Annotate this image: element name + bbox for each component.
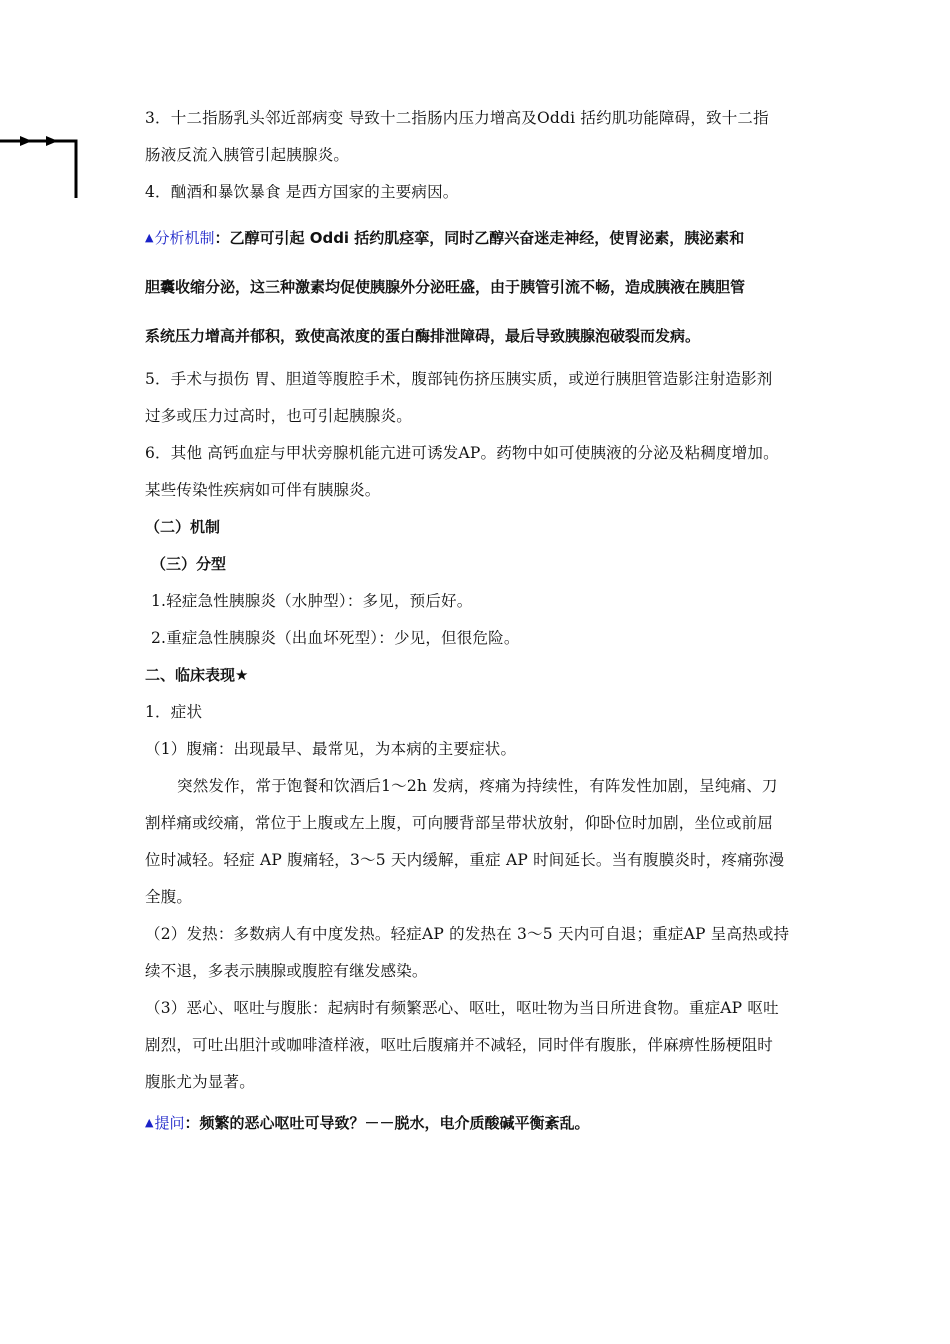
margin-arrow-mark xyxy=(0,130,80,200)
type-1-item: 1.轻症急性胰腺炎（水肿型）：多见，预后好。 xyxy=(151,592,473,610)
pain-line-2: 割样痛或绞痛，常位于上腹或左上腹，可向腰背部呈带状放射，仰卧位时加剧，坐位或前屈 xyxy=(145,814,774,832)
type-2-item: 2.重症急性胰腺炎（出血坏死型）：少见，但很危险。 xyxy=(151,629,520,647)
pain-line-3: 位时减轻。轻症 AP 腹痛轻，3～5 天内缓解，重症 AP 时间延长。当有腹膜炎时，疼痛弥漫 xyxy=(145,851,785,869)
section-mechanism-heading: （二）机制 xyxy=(145,518,221,536)
mechanism-text-1: ：乙醇可引起 Oddi 括约肌痉挛，同时乙醇兴奋迷走神经，使胃泌素，胰泌素和 xyxy=(214,229,745,247)
mechanism-line-1 xyxy=(145,213,815,263)
mechanism-label: 分析机制 xyxy=(154,229,215,247)
pain-title: （1）腹痛：出现最早、最常见，为本病的主要症状。 xyxy=(145,740,517,758)
section-types-heading: （三）分型 xyxy=(151,555,227,573)
nausea-line-3: 腹胀尤为显著。 xyxy=(145,1073,255,1091)
cause-3-line-2: 肠液反流入胰管引起胰腺炎。 xyxy=(145,146,350,164)
question-line xyxy=(145,1103,815,1143)
mechanism-line-3: 系统压力增高并郁积，致使高浓度的蛋白酶排泄障碍，最后导致胰腺泡破裂而发病。 xyxy=(145,327,701,345)
triangle-marker-icon: ▲ xyxy=(145,231,154,244)
pain-line-4: 全腹。 xyxy=(145,888,193,906)
pain-line-1: 突然发作，常于饱餐和饮酒后1～2h 发病，疼痛为持续性，有阵发性加剧，呈纯痛、刀 xyxy=(177,777,778,795)
triangle-marker-icon: ▲ xyxy=(145,1116,154,1129)
question-label: 提问 xyxy=(154,1114,185,1132)
fever-line-1: （2）发热：多数病人有中度发热。轻症AP 的发热在 3～5 天内可自退；重症AP 呈高热或持 xyxy=(145,925,790,943)
document-body xyxy=(145,100,815,1143)
cause-3-line-1: 3．十二指肠乳头邻近部病变 导致十二指肠内压力增高及Oddi 括约肌功能障碍，致十二指 xyxy=(145,109,769,127)
cause-5-line-2: 过多或压力过高时，也可引起胰腺炎。 xyxy=(145,407,412,425)
nausea-line-2: 剧烈，可吐出胆汁或咖啡渣样液，呕吐后腹痛并不减轻，同时伴有腹胀，伴麻痹性肠梗阻时 xyxy=(145,1036,774,1054)
cause-6-line-1: 6．其他 高钙血症与甲状旁腺机能亢进可诱发AP。药物中如可使胰液的分泌及粘稠度增加。 xyxy=(145,444,779,462)
cause-4: 4．酗酒和暴饮暴食 是西方国家的主要病因。 xyxy=(145,183,459,201)
symptoms-heading: 1．症状 xyxy=(145,703,203,721)
cause-6-line-2: 某些传染性疾病如可伴有胰腺炎。 xyxy=(145,481,381,499)
cause-5-line-1: 5．手术与损伤 胃、胆道等腹腔手术，腹部钝伤挤压胰实质，或逆行胰胆管造影注射造影剂 xyxy=(145,370,773,388)
section-clinical-heading: 二、临床表现★ xyxy=(145,666,249,684)
fever-line-2: 续不退，多表示胰腺或腹腔有继发感染。 xyxy=(145,962,428,980)
nausea-line-1: （3）恶心、呕吐与腹胀：起病时有频繁恶心、呕吐，呕吐物为当日所进食物。重症AP 呕吐 xyxy=(145,999,779,1017)
mechanism-line-2: 胆囊收缩分泌，这三种激素均促使胰腺外分泌旺盛，由于胰管引流不畅，造成胰液在胰胆管 xyxy=(145,278,746,296)
question-text: ：频繁的恶心呕吐可导致？－－脱水，电介质酸碱平衡紊乱。 xyxy=(184,1114,590,1132)
